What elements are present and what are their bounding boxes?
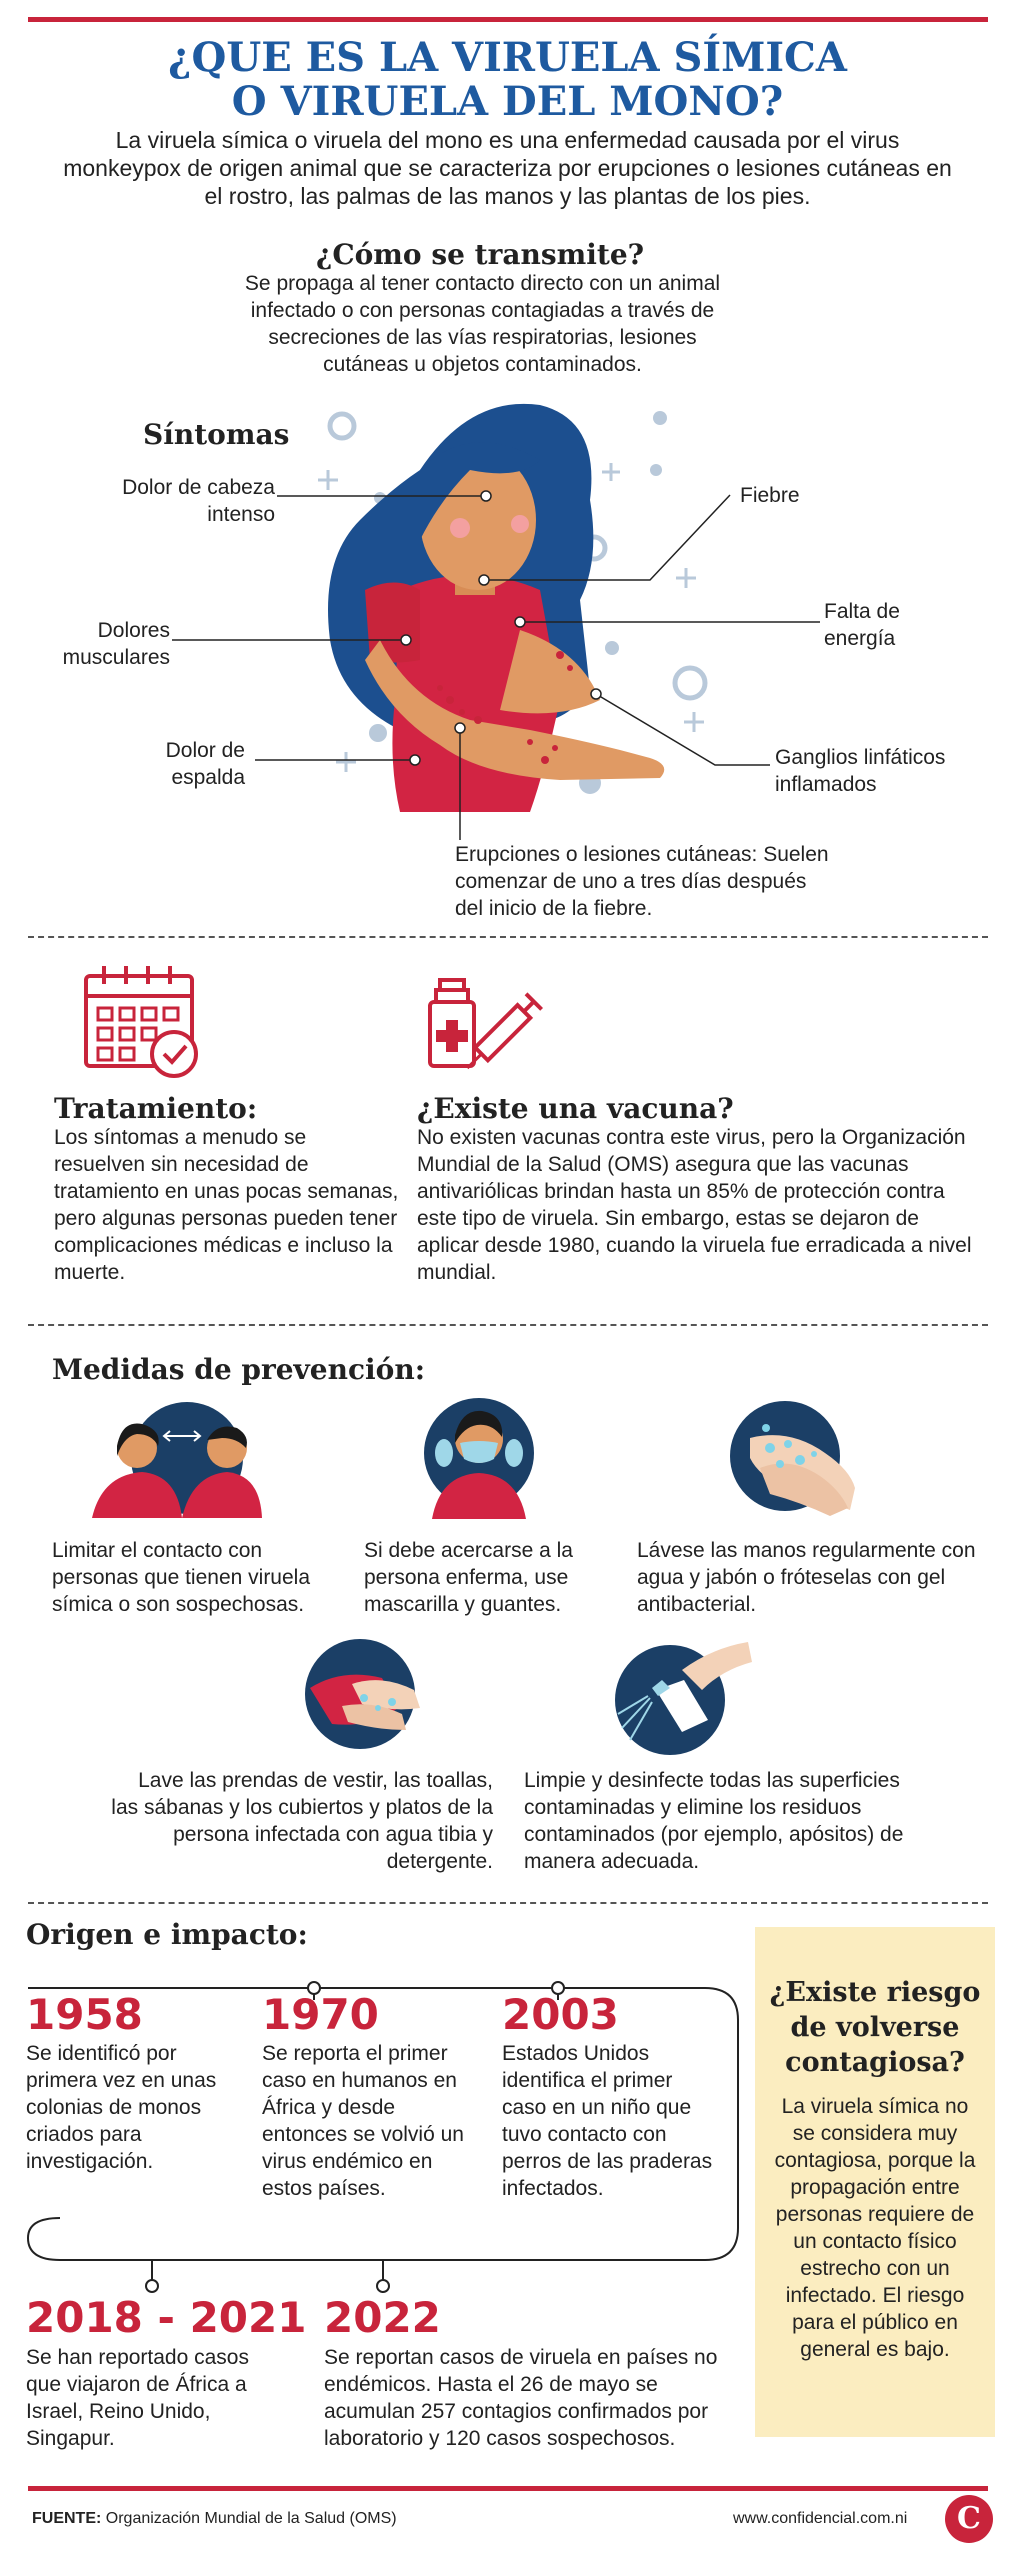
source-text: Organización Mundial de la Salud (OMS)	[105, 2510, 397, 2527]
website-link[interactable]: www.confidencial.com.ni	[733, 2510, 908, 2527]
prevention-item-5: Limpie y desinfecte todas las superficies contaminadas y elimine los residuos contaminados (por ejemplo, apósitos) de manera adecuada.	[524, 1769, 904, 1873]
risk-text: La viruela símica no se considera muy contagiosa, porque la propagación entre personas requiere de un contacto físico estrecho con un infectado. El riesgo para el público en general es bajo.	[774, 2095, 976, 2361]
timeline-text-2022: Se reportan casos de viruela en países no endémicos. Hasta el 26 de mayo se acumulan 257 contagios confirmados por laboratorio y 120 casos sospechosos.	[324, 2346, 718, 2450]
timeline-text-2018-2021: Se han reportado casos que viajaron de África a Israel, Reino Unido, Singapur.	[26, 2346, 249, 2450]
prevention-item-2: Si debe acercarse a la persona enferma, use mascarilla y guantes.	[364, 1539, 573, 1616]
symptom-lymph-nodes: Ganglios linfáticos inflamados	[775, 746, 946, 796]
risk-title: ¿Existe riesgo de volverse contagiosa?	[769, 1977, 981, 2078]
divider-1	[28, 936, 988, 938]
footer-source	[32, 2510, 397, 2528]
vaccine-title: ¿Existe una vacuna?	[417, 1092, 734, 1125]
transmission-title: ¿Cómo se transmite?	[315, 238, 645, 271]
symptoms-title: Síntomas	[143, 418, 290, 451]
prevention-item-4: Lave las prendas de vestir, las toallas, las sábanas y los cubiertos y platos de la persona infectada con agua tibia y detergente.	[111, 1769, 493, 1873]
origin-title: Origen e impacto:	[26, 1918, 308, 1951]
timeline-year-2022: 2022	[324, 2293, 441, 2342]
timeline-text-1958: Se identificó por primera vez en unas colonias de monos criados para investigación.	[26, 2042, 217, 2173]
laundry-hands-icon	[302, 1638, 422, 1750]
page-title-line2: O VIRUELA DEL MONO?	[231, 78, 784, 125]
treatment-title: Tratamiento:	[54, 1092, 258, 1125]
prevention-item-3: Lávese las manos regularmente con agua y jabón o fróteselas con gel antibacterial.	[637, 1539, 976, 1616]
divider-3	[28, 1902, 988, 1904]
calendar-check-icon	[82, 962, 200, 1080]
prevention-title: Medidas de prevención:	[52, 1353, 426, 1386]
prevention-item-1: Limitar el contacto con personas que tienen viruela símica o son sospechosas.	[52, 1539, 311, 1616]
symptom-muscle-pain: Dolores musculares	[62, 619, 170, 669]
treatment-text: Los síntomas a menudo se resuelven sin necesidad de tratamiento en unas pocas semanas, pero algunas personas pueden tener complicaciones médicas e incluso la muerte.	[54, 1126, 399, 1284]
vaccine-text: No existen vacunas contra este virus, pero la Organización Mundial de la Salud (OMS) asegura que las vacunas antivariólicas brindan hasta un 85% de protección contra este tipo de viruela. Sin embargo, estas se dejaron de aplicar desde 1980, cuando la viruela fue erradicada a nivel mundial.	[417, 1126, 972, 1284]
top-rule	[28, 17, 988, 22]
timeline-text-2003: Estados Unidos identifica el primer caso en un niño que tuvo contacto con perros de las praderas infectados.	[502, 2042, 713, 2200]
confidencial-logo: C	[945, 2495, 993, 2543]
mask-gloves-icon	[422, 1395, 537, 1519]
timeline-year-1970: 1970	[262, 1990, 379, 2039]
disinfect-spray-icon	[612, 1640, 752, 1758]
symptom-lack-of-energy: Falta de energía	[824, 600, 900, 650]
distance-people-icon	[92, 1400, 262, 1518]
divider-2	[28, 1324, 988, 1326]
bottom-rule	[28, 2486, 988, 2491]
timeline-year-2003: 2003	[502, 1990, 619, 2039]
source-label: FUENTE:	[32, 2510, 102, 2527]
symptom-back-pain: Dolor de espalda	[165, 739, 245, 789]
page-title-line1: ¿QUE ES LA VIRUELA SÍMICA	[168, 34, 847, 81]
timeline-text-1970: Se reporta el primer caso en humanos en África y desde entonces se volvió un virus endémico en estos países.	[262, 2042, 464, 2200]
intro-paragraph: La viruela símica o viruela del mono es una enfermedad causada por el virus monkeypox de origen animal que se caracteriza por erupciones o lesiones cutáneas en el rostro, las palmas de las manos y las plantas de los pies.	[63, 127, 952, 209]
timeline-year-1958: 1958	[26, 1990, 143, 2039]
symptom-headache: Dolor de cabeza intenso	[122, 476, 275, 526]
hand-washing-icon	[730, 1398, 855, 1516]
vaccine-syringe-icon	[422, 962, 547, 1087]
transmission-text: Se propaga al tener contacto directo con un animal infectado o con personas contagiadas a través de secreciones de las vías respiratorias, lesiones cutáneas u objetos contaminados.	[244, 272, 721, 376]
symptom-rash: Erupciones o lesiones cutáneas: Suelen comenzar de uno a tres días después del inicio de la fiebre.	[455, 843, 829, 920]
symptom-fever: Fiebre	[740, 484, 800, 507]
timeline-year-2018-2021: 2018 - 2021	[26, 2293, 307, 2342]
